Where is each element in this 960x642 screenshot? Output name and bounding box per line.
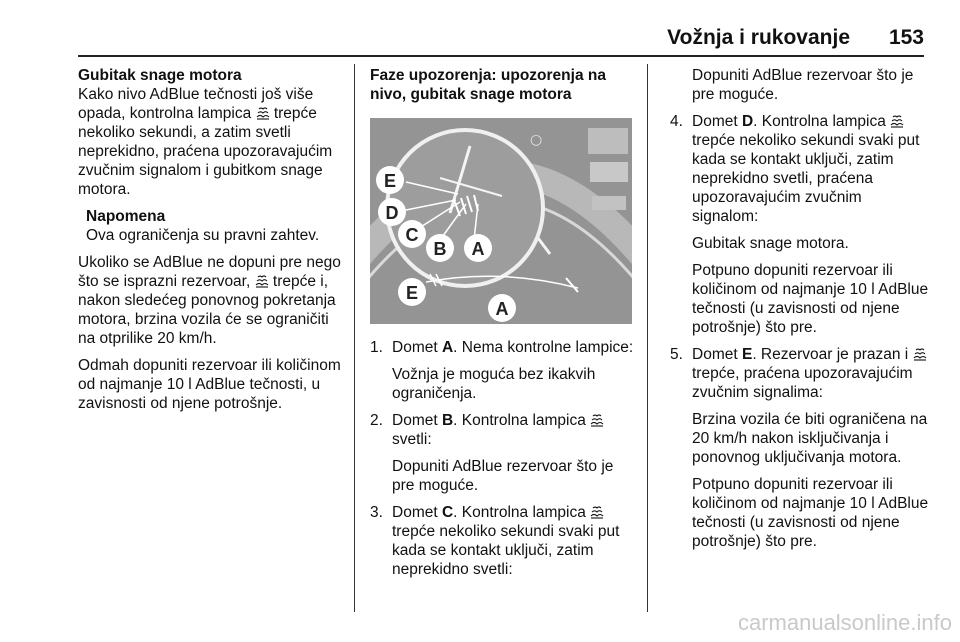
item-detail: Potpuno dopuniti rezervoar ili količinom od najmanje 10 l AdBlue tečnosti (u zavisnosti od njene potrošnje) što pre.	[692, 262, 929, 336]
gauge-figure	[370, 118, 632, 324]
item-text: Domet	[392, 339, 442, 356]
item-number: 5.	[670, 346, 683, 363]
section-title: Vožnja i rukovanje	[667, 26, 850, 49]
paragraph: Dopuniti AdBlue rezervoar što je pre moguće.	[692, 67, 914, 103]
column-3	[670, 66, 930, 559]
paragraph	[78, 85, 348, 199]
range-letter: C	[441, 504, 454, 521]
label-e: E	[383, 171, 397, 191]
paragraph-text: trepće nekoliko sekundi, a zatim svetli neprekidno, praćena upozoravajućim zvučnim signalom i gubitkom snage motora.	[78, 105, 333, 198]
list-item	[370, 338, 636, 403]
label-d: D	[385, 203, 399, 223]
header-rule	[78, 55, 924, 57]
steps-list	[670, 112, 930, 551]
item-text: trepće nekoliko sekundi svaki put kada se kontakt uključi, zatim neprekidno svetli, praćena upozoravajućim zvučnim signalom:	[692, 132, 920, 225]
item-detail: Potpuno dopuniti rezervoar ili količinom od najmanje 10 l AdBlue tečnosti (u zavisnosti od njene potrošnje) što pre.	[692, 476, 929, 550]
adblue-lamp-icon	[256, 106, 270, 120]
item-detail: Dopuniti AdBlue rezervoar što je pre moguće.	[392, 458, 614, 494]
list-item	[370, 503, 636, 579]
label-b: B	[433, 239, 447, 259]
label-a: A	[471, 239, 485, 259]
label-e: E	[405, 283, 419, 303]
gauge-illustration	[370, 118, 632, 324]
note	[86, 207, 348, 245]
item-text: trepće, praćena upozoravajućim zvučnim signalima:	[692, 365, 913, 401]
item-text: trepće nekoliko sekundi svaki put kada se kontakt uključi, zatim neprekidno svetli:	[392, 523, 620, 578]
column-divider	[354, 64, 355, 612]
note-text: Ova ograničenja su pravni zahtev.	[86, 227, 320, 244]
item-text: Domet	[392, 504, 442, 521]
item-number: 1.	[370, 339, 383, 356]
section-heading: Gubitak snage motora	[78, 67, 242, 84]
note-title: Napomena	[86, 208, 166, 225]
item-text: Domet	[392, 412, 442, 429]
page-number: 153	[888, 26, 924, 49]
svg-text:○: ○	[530, 132, 543, 148]
item-text: . Kontrolna lampica	[453, 504, 586, 521]
list-item	[370, 411, 636, 495]
section-heading: Faze upozorenja: upozorenja na nivo, gubitak snage motora	[370, 67, 606, 103]
paragraph-text: trepće i, nakon sledećeg ponovnog pokretanja motora, brzina vozila će se ograničiti na otprilike 20 km/h.	[78, 273, 336, 347]
item-text: . Kontrolna lampica	[453, 412, 586, 429]
adblue-lamp-icon	[590, 505, 604, 519]
adblue-lamp-icon	[890, 114, 904, 128]
label-a: A	[495, 299, 509, 319]
range-letter: B	[441, 412, 454, 429]
adblue-lamp-icon	[913, 347, 927, 361]
paragraph-text: Ukoliko se AdBlue ne dopuni pre nego što se isprazni rezervoar,	[78, 254, 341, 290]
column-divider	[647, 64, 648, 612]
list-item	[670, 112, 930, 337]
item-detail: Brzina vozila će biti ograničena na 20 km/h nakon isključivanja i ponovnog uključivanja motora.	[692, 411, 928, 466]
page-header	[0, 0, 960, 60]
adblue-lamp-icon	[255, 274, 269, 288]
list-item	[670, 345, 930, 551]
paragraph: Odmah dopuniti rezervoar ili količinom od najmanje 10 l AdBlue tečnosti, u zavisnosti od njene potrošnje.	[78, 357, 341, 412]
paragraph-text: Kako nivo AdBlue tečnosti još više opada, kontrolna lampica	[78, 86, 314, 122]
range-letter: A	[441, 339, 454, 356]
item-number: 4.	[670, 113, 683, 130]
steps-list	[370, 338, 636, 579]
column-2	[370, 66, 636, 587]
item-detail: Vožnja je moguća bez ikakvih ograničenja.	[392, 366, 596, 402]
item-text: Domet	[692, 346, 742, 363]
item-text: Domet	[692, 113, 742, 130]
watermark: carmanualsonline.info	[737, 610, 952, 635]
adblue-lamp-icon	[590, 413, 604, 427]
item-number: 2.	[370, 412, 383, 429]
item-detail: Gubitak snage motora.	[692, 235, 849, 252]
paragraph	[78, 253, 348, 348]
item-text: . Nema kontrolne lampice:	[453, 339, 634, 356]
item-text: . Kontrolna lampica	[753, 113, 886, 130]
range-letter: E	[741, 346, 753, 363]
column-1	[78, 66, 348, 421]
item-number: 3.	[370, 504, 383, 521]
item-text: svetli:	[392, 431, 432, 448]
label-c: C	[405, 225, 419, 245]
item-text: . Rezervoar je prazan i	[752, 346, 909, 363]
range-letter: D	[741, 113, 754, 130]
